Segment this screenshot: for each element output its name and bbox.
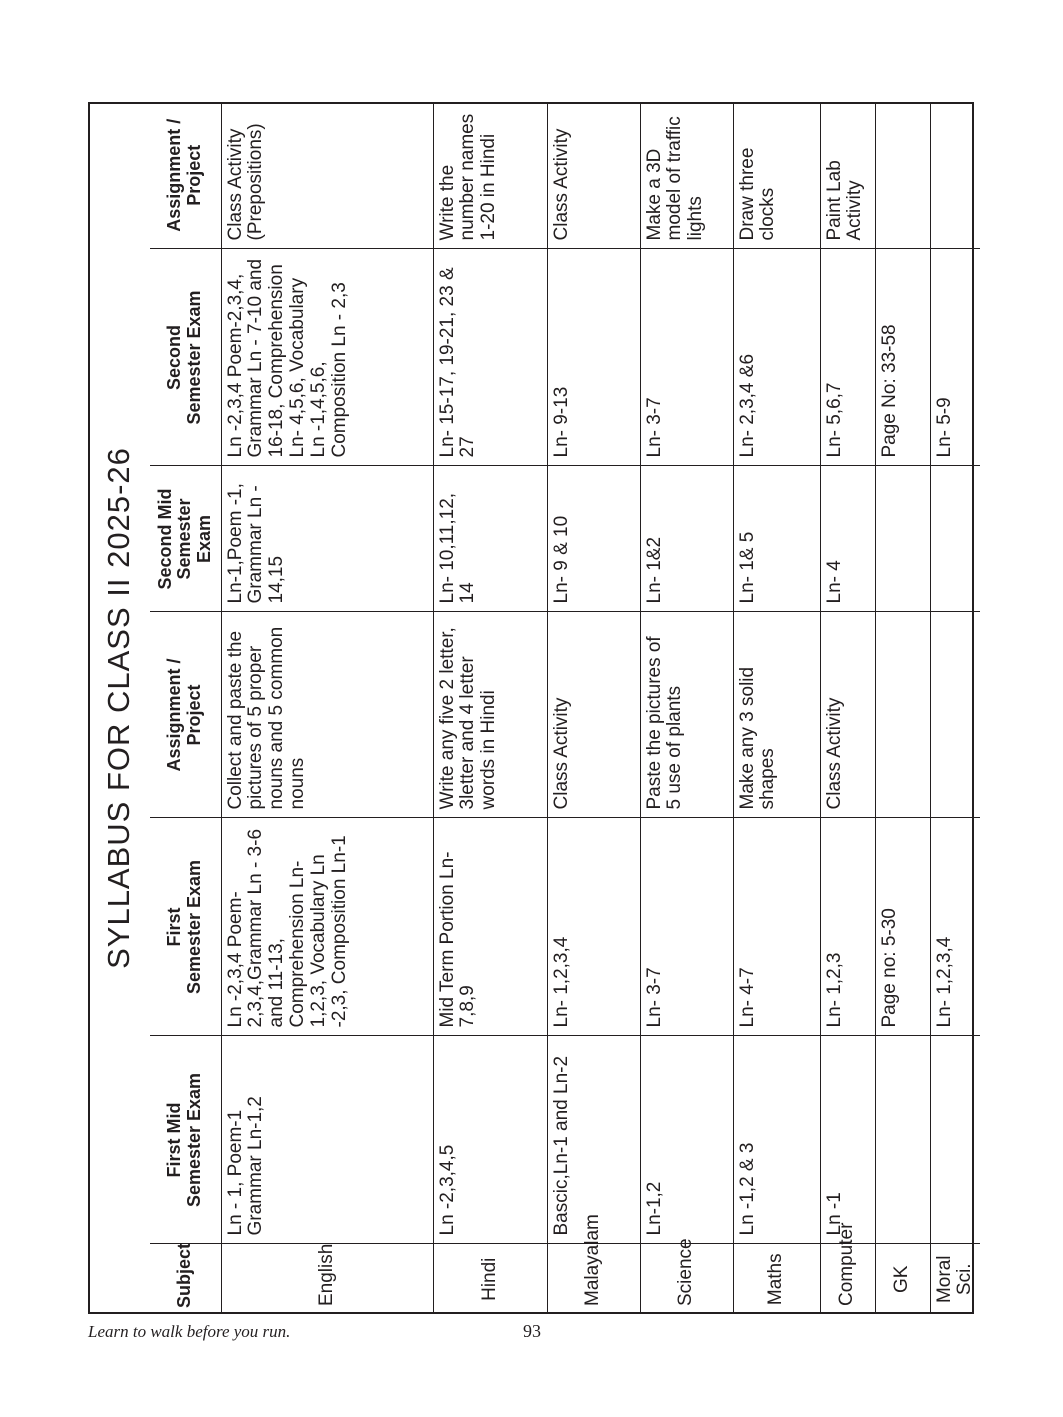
second-mid-cell: Ln- 4 [820, 466, 875, 612]
assignment-1-cell: Make any 3 solid shapes [733, 612, 820, 818]
assignment-1-cell [930, 612, 980, 818]
subject-cell: Hindi [433, 1244, 547, 1314]
page-number: 93 [523, 1321, 541, 1341]
assignment-2-cell: Class Activity (Prepositions) [221, 102, 433, 249]
first-semester-cell: Ln- 3-7 [640, 818, 733, 1036]
second-mid-cell [930, 466, 980, 612]
header-row [150, 102, 221, 1314]
first-semester-cell: Ln- 1,2,3,4 [547, 818, 640, 1036]
second-semester-cell: Ln- 15-17, 19-21, 23 & 27 [433, 249, 547, 466]
second-semester-cell: Ln -2,3,4 Poem-2,3,4, Grammar Ln - 7-10 and 16-18, Comprehension Ln- 4,5,6, Vocabulary Ln -1,4,5,6, Composition Ln - 2,3 [221, 249, 433, 466]
subject-cell: Science [640, 1244, 733, 1314]
header-subject: Subject [150, 1244, 221, 1314]
subject-cell: English [221, 1244, 433, 1314]
table-row [547, 102, 640, 1314]
subject-cell: Malayalam [547, 1244, 640, 1314]
assignment-1-cell: Class Activity [547, 612, 640, 818]
subject-cell: GK [875, 1244, 930, 1314]
table-row [221, 102, 433, 1314]
first-semester-cell: Ln- 4-7 [733, 818, 820, 1036]
first-mid-cell: Ln-1,2 [640, 1036, 733, 1244]
header-assignment-2: Assignment / Project [150, 102, 221, 249]
first-mid-cell: Ln -1 [820, 1036, 875, 1244]
header-second-mid: Second Mid Semester Exam [150, 466, 221, 612]
first-mid-cell [930, 1036, 980, 1244]
subject-cell: Maths [733, 1244, 820, 1314]
first-semester-cell: Ln -2,3,4 Poem-2,3,4,Grammar Ln - 3-6 and 11-13, Comprehension Ln-1,2,3, Vocabulary Ln -2,3, Composition Ln-1 [221, 818, 433, 1036]
header-assignment-1: Assignment / Project [150, 612, 221, 818]
assignment-2-cell: Write the number names 1-20 in Hindi [433, 102, 547, 249]
assignment-2-cell: Class Activity [547, 102, 640, 249]
first-mid-cell: Bascic,Ln-1 and Ln-2 [547, 1036, 640, 1244]
second-mid-cell: Ln- 1&2 [640, 466, 733, 612]
second-semester-cell: Ln- 5,6,7 [820, 249, 875, 466]
first-semester-cell: Ln- 1,2,3 [820, 818, 875, 1036]
header-first-semester: First Semester Exam [150, 818, 221, 1036]
second-mid-cell: Ln-1,Poem -1, Grammar Ln - 14,15 [221, 466, 433, 612]
first-semester-cell: Mid Term Portion Ln- 7,8,9 [433, 818, 547, 1036]
rotated-content [88, 102, 974, 1314]
subject-cell: Moral Sci. [930, 1244, 980, 1314]
second-semester-cell: Ln- 5-9 [930, 249, 980, 466]
table-row [733, 102, 820, 1314]
assignment-2-cell: Paint Lab Activity [820, 102, 875, 249]
assignment-2-cell [930, 102, 980, 249]
assignment-1-cell: Collect and paste the pictures of 5 proper nouns and 5 common nouns [221, 612, 433, 818]
second-semester-cell: Ln- 2,3,4 &6 [733, 249, 820, 466]
subject-cell: Computer [820, 1244, 875, 1314]
header-second-semester: Second Semester Exam [150, 249, 221, 466]
first-mid-cell: Ln - 1, Poem-1 Grammar Ln-1,2 [221, 1036, 433, 1244]
table-row [820, 102, 875, 1314]
first-semester-cell: Page no: 5-30 [875, 818, 930, 1036]
second-mid-cell [875, 466, 930, 612]
second-mid-cell: Ln- 1& 5 [733, 466, 820, 612]
assignment-1-cell: Class Activity [820, 612, 875, 818]
page-title: SYLLABUS FOR CLASS II 2025-26 [101, 447, 136, 969]
first-mid-cell [875, 1036, 930, 1244]
table-row [930, 102, 980, 1314]
assignment-2-cell: Draw three clocks [733, 102, 820, 249]
first-semester-cell: Ln- 1,2,3,4 [930, 818, 980, 1036]
assignment-2-cell [875, 102, 930, 249]
second-semester-cell: Ln- 3-7 [640, 249, 733, 466]
second-semester-cell: Ln- 9-13 [547, 249, 640, 466]
first-mid-cell: Ln -2,3,4,5 [433, 1036, 547, 1244]
header-first-mid: First Mid Semester Exam [150, 1036, 221, 1244]
second-mid-cell: Ln- 10,11,12, 14 [433, 466, 547, 612]
table-row [640, 102, 733, 1314]
assignment-2-cell: Make a 3D model of traffic lights [640, 102, 733, 249]
syllabus-table [150, 102, 980, 1314]
assignment-1-cell: Write any five 2 letter, 3letter and 4 letter words in Hindi [433, 612, 547, 818]
first-mid-cell: Ln -1,2 & 3 [733, 1036, 820, 1244]
footer-quote: Learn to walk before you run. [88, 1322, 291, 1341]
table-row [875, 102, 930, 1314]
assignment-1-cell [875, 612, 930, 818]
assignment-1-cell: Paste the pictures of 5 use of plants [640, 612, 733, 818]
second-mid-cell: Ln- 9 & 10 [547, 466, 640, 612]
second-semester-cell: Page No: 33-58 [875, 249, 930, 466]
table-row [433, 102, 547, 1314]
